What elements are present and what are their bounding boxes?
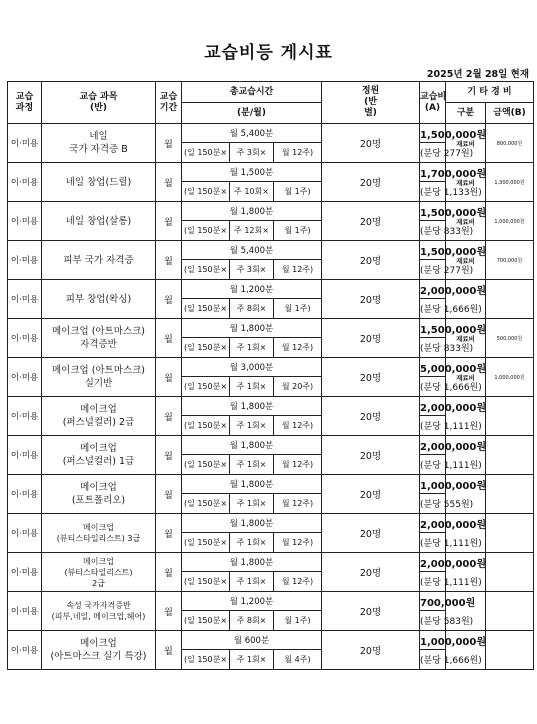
period-cell: 월 [156,592,182,631]
subject-line: 속성 국가자격증반 [66,601,131,610]
subject-line: 메이크업 [83,556,114,566]
subject-cell [42,592,156,631]
tuition-fee: 700,000원 [420,592,446,611]
subject-line: (퍼스널컬러) 1급 [62,456,135,467]
weekly-sessions: 주 10회× [230,182,274,202]
daily-minutes: (일 150분× [182,338,230,358]
table-row [8,319,534,338]
course-cell: 이·미용 [8,514,42,553]
monthly-minutes: 월 1,800분 [182,397,322,416]
table-row [8,475,534,494]
fee-per-minute: (분당 583원) [420,611,446,631]
fee-per-minute: (분당 1,666원) [420,650,446,670]
header-capacity: 정원 (반 별) [322,82,420,124]
daily-minutes: (일 150분× [182,260,230,280]
subject-line: (퍼스널컬러) 2급 [62,417,135,428]
header-total-time: 총교습시간 [182,82,322,103]
weekly-sessions: 주 1회× [230,416,274,436]
tuition-fee: 2,000,000원 [420,280,446,299]
capacity-cell: 20명 [322,319,420,358]
weeks-per-month: 월 12주) [274,494,322,514]
monthly-minutes: 월 1,800분 [182,553,322,572]
course-cell: 이·미용 [8,319,42,358]
tuition-fee: 1,500,000원 [420,124,446,143]
subject-line: (포트폴리오) [71,495,126,506]
weekly-sessions: 주 1회× [230,533,274,553]
weeks-per-month: 월 1주) [274,221,322,241]
period-cell: 월 [156,358,182,397]
fee-per-minute: (분당 833원) [420,221,446,241]
period-cell: 월 [156,202,182,241]
weekly-sessions: 주 1회× [230,338,274,358]
daily-minutes: (일 150분× [182,377,230,397]
course-cell: 이·미용 [8,475,42,514]
capacity-cell: 20명 [322,358,420,397]
capacity-cell: 20명 [322,631,420,670]
period-cell: 월 [156,280,182,319]
subject-cell [42,124,156,163]
course-cell: 이·미용 [8,280,42,319]
tuition-fee: 2,000,000원 [420,436,446,455]
monthly-minutes: 월 1,800분 [182,202,322,221]
tuition-fee: 2,000,000원 [420,397,446,416]
monthly-minutes: 월 600분 [182,631,322,650]
capacity-cell: 20명 [322,280,420,319]
weekly-sessions: 주 1회× [230,494,274,514]
tuition-fee: 1,000,000원 [420,475,446,494]
other-amount [486,592,534,631]
subject-cell [42,358,156,397]
period-cell: 월 [156,124,182,163]
tuition-fee: 5,000,000원 [420,358,446,377]
capacity-cell: 20명 [322,553,420,592]
subject-line: 피부 창업(왁싱) [65,293,132,305]
page-title: 교습비등 게시표 [204,43,333,63]
period-cell: 월 [156,319,182,358]
subject-line: 네일 창업(드릴) [65,176,132,188]
course-cell: 이·미용 [8,241,42,280]
table-row [8,124,534,143]
subject-cell [42,319,156,358]
subject-cell [42,631,156,670]
header-course: 교습 과정 [8,82,42,124]
fee-per-minute: (분당 1,111원) [420,416,446,436]
course-cell: 이·미용 [8,124,42,163]
course-cell: 이·미용 [8,592,42,631]
tuition-fee: 1,700,000원 [420,163,446,182]
table-row [8,514,534,533]
subject-line: 네일 [89,131,108,142]
other-amount [486,631,534,670]
table-row [8,397,534,416]
header-other-costs: 기 타 경 비 [446,82,534,103]
fee-per-minute: (분당 277원) [420,143,446,163]
monthly-minutes: 월 1,800분 [182,475,322,494]
period-cell: 월 [156,631,182,670]
monthly-minutes: 월 3,000분 [182,358,322,377]
weeks-per-month: 월 12주) [274,143,322,163]
header-other-category: 구분 [446,103,486,124]
other-amount: 1,300,000원 [486,163,534,202]
capacity-cell: 20명 [322,475,420,514]
subject-line: 국가 자격증 B [69,144,128,155]
weekly-sessions: 주 1회× [230,650,274,670]
header-subject: 교습 과목 (반) [42,82,156,124]
weekly-sessions: 주 12회× [230,221,274,241]
subject-cell [42,475,156,514]
capacity-cell: 20명 [322,592,420,631]
daily-minutes: (일 150분× [182,143,230,163]
other-amount [486,397,534,436]
subject-line: 피부 국가 자격증 [63,254,134,266]
tuition-fee: 2,000,000원 [420,514,446,533]
fee-per-minute: (분당 1,111원) [420,572,446,592]
monthly-minutes: 월 5,400분 [182,241,322,260]
other-category: 재료비 [446,124,486,163]
table-row [8,436,534,455]
tuition-fee: 1,500,000원 [420,202,446,221]
subject-line: 메이크업 (아트마스크) [51,326,146,337]
header-period: 교습 기간 [156,82,182,124]
daily-minutes: (일 150분× [182,182,230,202]
course-cell: 이·미용 [8,358,42,397]
period-cell: 월 [156,553,182,592]
subject-line: 메이크업 [80,443,117,454]
weekly-sessions: 주 3회× [230,260,274,280]
capacity-cell: 20명 [322,202,420,241]
fee-per-minute: (분당 1,111원) [420,455,446,475]
other-amount: 700,000원 [486,241,534,280]
subject-line: 실기반 [84,378,113,389]
fee-per-minute: (분당 833원) [420,338,446,358]
subject-cell [42,241,156,280]
subject-line: 메이크업 [83,523,114,532]
capacity-cell: 20명 [322,397,420,436]
subject-cell [42,397,156,436]
weekly-sessions: 주 8회× [230,611,274,631]
table-row [8,280,534,299]
weeks-per-month: 월 12주) [274,572,322,592]
daily-minutes: (일 150분× [182,533,230,553]
weekly-sessions: 주 3회× [230,143,274,163]
subject-cell [42,553,156,592]
fee-per-minute: (분당 1,666원) [420,377,446,397]
fee-per-minute: (분당 1,133원) [420,182,446,202]
period-cell: 월 [156,475,182,514]
tuition-fee: 1,000,000원 [420,631,446,650]
table-row [8,241,534,260]
table-row [8,592,534,611]
period-cell: 월 [156,436,182,475]
monthly-minutes: 월 1,200분 [182,280,322,299]
course-cell: 이·미용 [8,397,42,436]
other-category: 재료비 [446,358,486,397]
other-amount [486,514,534,553]
weeks-per-month: 월 1주) [274,611,322,631]
other-category: 재료비 [446,241,486,280]
period-cell: 월 [156,241,182,280]
weekly-sessions: 주 1회× [230,377,274,397]
weeks-per-month: 월 1주) [274,182,322,202]
capacity-cell: 20명 [322,163,420,202]
fee-per-minute: (분당 1,666원) [420,299,446,319]
date-stamp: 2025년 2월 28일 현재 [426,69,529,80]
subject-cell [42,436,156,475]
capacity-cell: 20명 [322,436,420,475]
subject-cell [42,514,156,553]
daily-minutes: (일 150분× [182,299,230,319]
weeks-per-month: 월 12주) [274,455,322,475]
daily-minutes: (일 150분× [182,572,230,592]
subject-line: 2급 [92,578,105,588]
header-fee: 교습비 (A) [420,82,446,124]
weekly-sessions: 주 8회× [230,299,274,319]
monthly-minutes: 월 5,400분 [182,124,322,143]
course-cell: 이·미용 [8,202,42,241]
course-cell: 이·미용 [8,553,42,592]
header-other-amount: 금액(B) [486,103,534,124]
fee-per-minute: (분당 277원) [420,260,446,280]
weeks-per-month: 월 1주) [274,299,322,319]
subject-line: (아트마스크 실기 특강) [50,651,147,662]
other-amount: 1,000,000원 [486,202,534,241]
monthly-minutes: 월 1,800분 [182,514,322,533]
table-row [8,553,534,572]
fee-per-minute: (분당 555원) [420,494,446,514]
monthly-minutes: 월 1,200분 [182,592,322,611]
weeks-per-month: 월 4주) [274,650,322,670]
monthly-minutes: 월 1,800분 [182,436,322,455]
other-amount [486,475,534,514]
weekly-sessions: 주 1회× [230,455,274,475]
other-category: 재료비 [446,319,486,358]
daily-minutes: (일 150분× [182,650,230,670]
monthly-minutes: 월 1,500분 [182,163,322,182]
daily-minutes: (일 150분× [182,611,230,631]
subject-line: 메이크업 [80,404,117,415]
period-cell: 월 [156,397,182,436]
subject-line: 메이크업 [80,638,117,649]
table-row [8,202,534,221]
tuition-fee: 1,500,000원 [420,241,446,260]
subject-line: 자격증반 [80,339,117,350]
course-cell: 이·미용 [8,631,42,670]
subject-line: (뷰티스타일리스트) [64,567,133,577]
tuition-fee: 2,000,000원 [420,553,446,572]
capacity-cell: 20명 [322,124,420,163]
fee-per-minute: (분당 1,111원) [420,533,446,553]
period-cell: 월 [156,514,182,553]
subject-line: 메이크업 [80,482,117,493]
monthly-minutes: 월 1,800분 [182,319,322,338]
subject-line: 네일 창업(살롱) [65,215,132,227]
subject-cell [42,280,156,319]
other-amount: 500,000원 [486,319,534,358]
subject-cell [42,163,156,202]
table-row [8,163,534,182]
other-amount: 800,000원 [486,124,534,163]
weeks-per-month: 월 12주) [274,416,322,436]
table-row [8,358,534,377]
header-total-time-unit: (분/월) [182,103,322,124]
other-amount [486,280,534,319]
subject-line: 메이크업 (아트마스크) [51,365,146,376]
weekly-sessions: 주 1회× [230,572,274,592]
subject-cell [42,202,156,241]
capacity-cell: 20명 [322,514,420,553]
fee-table [7,81,534,670]
course-cell: 이·미용 [8,163,42,202]
other-amount [486,436,534,475]
daily-minutes: (일 150분× [182,221,230,241]
daily-minutes: (일 150분× [182,494,230,514]
other-category: 재료비 [446,163,486,202]
tuition-fee: 1,500,000원 [420,319,446,338]
subject-line: (뷰티스타일리스트) 3급 [56,534,141,543]
weeks-per-month: 월 12주) [274,260,322,280]
other-category: 재료비 [446,202,486,241]
other-amount [486,553,534,592]
daily-minutes: (일 150분× [182,455,230,475]
other-amount: 1,000,000원 [486,358,534,397]
weeks-per-month: 월 12주) [274,533,322,553]
course-cell: 이·미용 [8,436,42,475]
weeks-per-month: 월 12주) [274,338,322,358]
daily-minutes: (일 150분× [182,416,230,436]
period-cell: 월 [156,163,182,202]
table-row [8,631,534,650]
subject-line: (피부,네일, 메이크업,헤어) [51,612,146,621]
weeks-per-month: 월 20주) [274,377,322,397]
capacity-cell: 20명 [322,241,420,280]
